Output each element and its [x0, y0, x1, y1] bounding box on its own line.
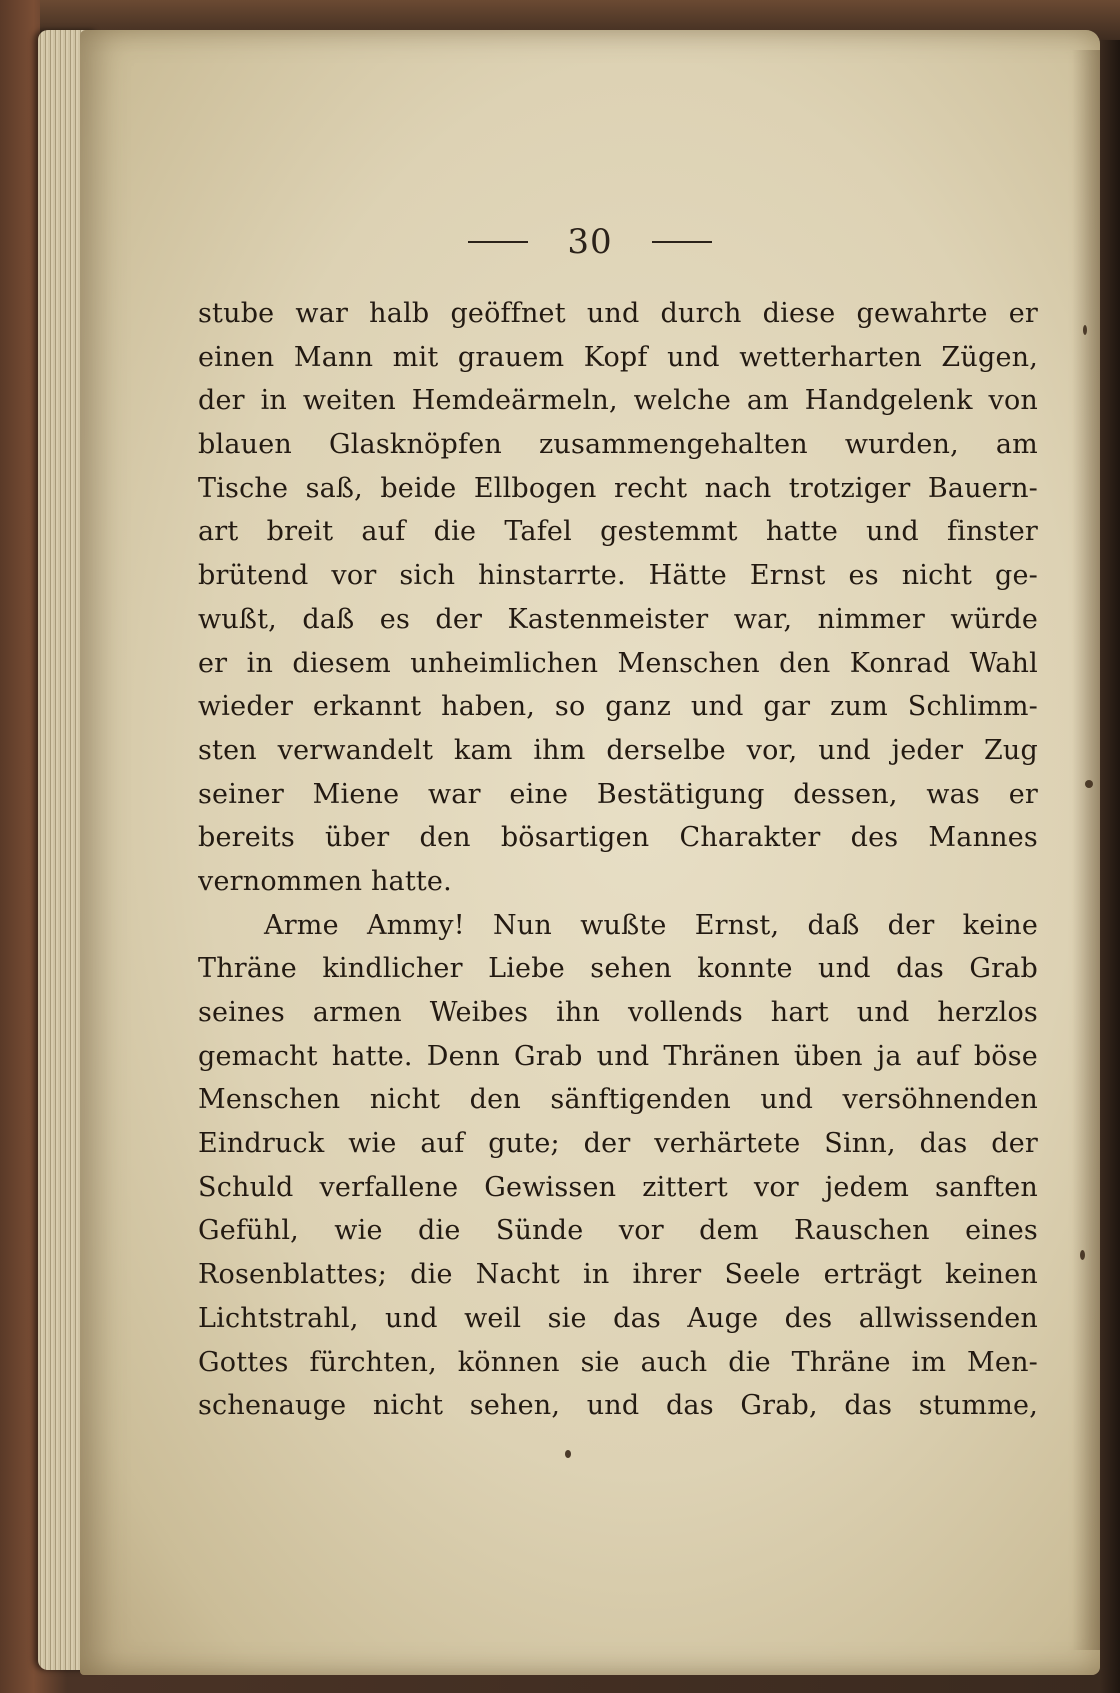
text-line: Gefühl, wie die Sünde vor dem Rauschen eines [198, 1215, 1038, 1247]
text-line: sten verwandelt kam ihm derselbe vor, und jeder Zug [198, 734, 1038, 766]
text-line: Menschen nicht den sänftigenden und versöhnenden [198, 1084, 1038, 1116]
text-line: schenauge nicht sehen, und das Grab, das stumme, [198, 1390, 1038, 1422]
text-line: wußt, daß es der Kastenmeister war, nimmer würde [198, 603, 1038, 635]
ink-speck [1083, 325, 1087, 335]
text-line: der in weiten Hemdeärmeln, welche am Handgelenk von [198, 385, 1038, 417]
text-line: er in diesem unheimlichen Menschen den Konrad Wahl [198, 647, 1038, 679]
book-page [80, 30, 1100, 1675]
text-line: Tische saß, beide Ellbogen recht nach trotziger Bauern- [198, 472, 1038, 504]
ink-speck [565, 1450, 571, 1458]
text-line: Schuld verfallene Gewissen zittert vor jedem sanften [198, 1171, 1038, 1203]
text-line: bereits über den bösartigen Charakter des Mannes [198, 822, 1038, 854]
text-line: vernommen hatte. [198, 865, 452, 897]
ink-speck [1085, 780, 1093, 788]
text-line: blauen Glasknöpfen zusammengehalten wurden, am [198, 429, 1038, 461]
text-line: Thräne kindlicher Liebe sehen konnte und das Grab [198, 953, 1038, 985]
text-line: Gottes fürchten, können sie auch die Thräne im Men- [198, 1346, 1038, 1378]
page-header [80, 222, 1100, 282]
text-line: Arme Ammy! Nun wußte Ernst, daß der keine [264, 909, 1038, 941]
text-line: Lichtstrahl, und weil sie das Auge des allwissenden [198, 1302, 1038, 1334]
text-line: Rosenblattes; die Nacht in ihrer Seele erträgt keinen [198, 1259, 1038, 1291]
ink-speck [1080, 1250, 1085, 1260]
header-rule-right [652, 241, 712, 243]
text-line: seines armen Weibes ihn vollends hart und herzlos [198, 997, 1038, 1028]
text-line: wieder erkannt haben, so ganz und gar zum Schlimm- [198, 691, 1038, 723]
text-line: brütend vor sich hinstarrte. Hätte Ernst es nicht ge- [198, 560, 1038, 592]
page-text [198, 292, 1038, 1452]
text-line: stube war halb geöffnet und durch diese gewahrte er [198, 298, 1038, 329]
text-line: einen Mann mit grauem Kopf und wetterharten Zügen, [198, 341, 1038, 373]
page-number: 30 [567, 222, 613, 262]
text-line: seiner Miene war eine Bestätigung dessen, was er [198, 778, 1038, 810]
book-cover-right-edge [1100, 40, 1120, 1693]
text-line: art breit auf die Tafel gestemmt hatte und finster [198, 516, 1038, 548]
header-rule-left [468, 241, 528, 243]
text-line: Eindruck wie auf gute; der verhärtete Sinn, das der [198, 1128, 1038, 1160]
text-line: gemacht hatte. Denn Grab und Thränen üben ja auf böse [198, 1040, 1038, 1072]
